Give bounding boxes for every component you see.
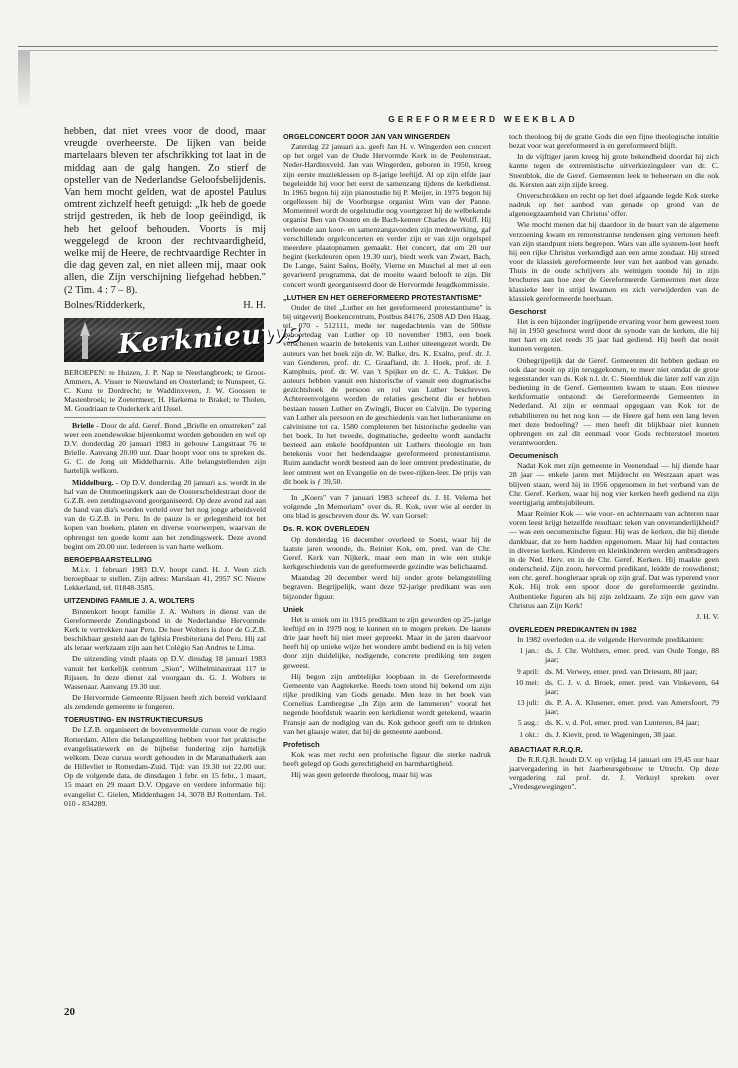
uitzending-paragraph-1: Binnenkort hoopt familie J. A. Wolters in dienst van de Gereformeerde Zendingsbond in de Nederlandse Hervormde Kerk te vertrekken naar Peru. De heer Wolters is door de G.Z.B. beschikbaar gesteld aan de Iglésia Presbiteriana del Peru. Hij zal als leraar werkzaam zijn aan het Colégio San Andres te Lima. [64,606,266,653]
list-item [509,667,719,678]
beroepbaarstelling-heading: BEROEPBAARSTELLING [64,554,152,564]
luther-paragraph: Onder de titel „Luther en het gereformeerd protestantisme" is bij uitgeverij Boekencentrum, Postbus 84176, 2508 AD Den Haag, tel. 070 - 512111, mede ter nagedachtenis van de 500ste geboortedag van Luther op 10 november 1983, een boek verschenen waarin de betekenis van Luther uiteengezet wordt. De auteurs van het boek zijn dr. W. Balke, drs. K. Exalto, prof. dr. J. van Genderen, prof. dr. C. Graafland, dr. J. Hoek, prof. dr. J. Kamphuis, prof. dr. W. van 't Spijker en dr. C. A. Tukker. De auteurs hebben vanuit een historische of vanuit een dogmatische gezichtshoek de persoon en rol van Luther beschreven. Achtereenvolgens worden de relaties geschetst die er hebben bestaan tussen Luther en Zwingli, Bucer en Calvijn. De typering van Luther als persoon en de geschiedenis van het lutheranisme en calvinisme tot ca. 1580 completeren het historische gedeelte van het boek. In het tweede, dogmatische, gedeelte wordt aandacht besteed aan enkele hoofdpunten uit Luthers theologie en hun betekenis voor het hedendaagse gereformeerd protestantisme. Ruim aandacht wordt besteed aan de leer omtrent predestinatie, de leer omtrent wet en Evangelie en de twee-rijken-leer. De prijs van dit boek is ƒ 39,50. [283,302,491,486]
death-date: 5 aug.: [517,718,539,728]
oecumenisch-paragraph-2: Maar Reinier Kok — wie voor- en achternaam van achteren naar voren leest krijgt hetzelfde resultaat: teken van onveranderlijkheid? — was een oecumenische figuur. Hij was de kerken, die hij diende dankbaar, dat ze hem hadden opgenomen. Maar hij had contacten in diverse kerken. Kinderen en kleinkinderen werden ambtsdragers in de Ned. Herv. en in de Chr. Geref. Kerken. Hij maakte geen onderscheid. Zijn zoon, hervormd predikant, leidde de rouwdienst; een chr. geref. hoogleraar sprak op zijn graf. Dat was typerend voor Kok. Hij trok een spoor door de gereformeerde gezindte. Authentieke figuren als hij zijn zeldzaam. Ze zijn een gave van Christus aan Zijn Kerk! [509,509,719,610]
overleden-intro: In 1982 overleden o.a. de volgende Hervormde predikanten: [517,635,705,645]
abactiaat-heading: ABACTIAAT R.R.Q.R. [509,744,583,754]
uniek-paragraph-2: Hij begon zijn ambtelijke loopbaan in de Gereformeerde Gemeente van Aagtekerke. Reeds toen stond hij bekend om zijn rijke prediking van Gods genade. Men leze in het boek van Cornelius Lambregtse „In Zijn arm de lammeren" vooral het negende hoofdstuk waarin een kerkdienst wordt getekend, waarin Fransje aan de nodiging van ds. Kok gehoor geeft om te drinken van het glaasje water, dat hij de gemeente aanbood. [283,671,491,736]
overleden-list [509,646,719,740]
divider [283,489,491,490]
oecumenisch-heading: Oecumenisch [509,451,559,461]
column-3 [509,132,719,793]
list-item [509,730,719,741]
signature-initials: H. H. [243,299,266,311]
death-entry: ds. C. J. v. d. Broek, emer. pred. van Vinkeveen, 64 jaar; [545,677,719,696]
uniek-paragraph-1: Het is uniek om in 1915 predikant te zijn geworden op 25-jarige leeftijd en in 1979 nog te kunnen en te mogen preken. De laatste drie jaar heeft hij niet meer gepreekt. Maar in de jaren daarvoor heeft hij op unieke wijze het wondere ambt bediend en is hij velen door zijn duidelijke, nodigende, concrete prediking ten zegen geweest. [283,614,491,670]
death-date: 1 jan.: [519,646,539,656]
middelburg-text: - Op D.V. donderdag 20 januari a.s. wordt in de hal van de Ontmoetingskerk aan de Oosterscheldestraat door de G.Z.B. een zendingsavond georganiseerd. Op deze avond zal aan de hand van dia's worden verteld over het nog jonge arbeidsveld van de G.Z.B. in Peru. In de pauze is er gelegenheid tot het kopen van boeken, platen en diverse voorwerpen, waarvan de opbrengst ten goede komt aan het zendingswerk. Deze avond begint om 20.00 uur. Iedereen is van harte welkom. [64,477,266,551]
divider [64,417,266,418]
list-item [509,678,719,698]
middelburg-paragraph [64,478,266,551]
koers-paragraph: In „Koers" van 7 januari 1983 schreef ds. J. H. Velema het volgende „In Memoriam" over ds. R. Kok, over wie al eerder in ons blad is geschreven door ds. W. van Gorsel: [283,492,491,521]
death-entry: ds. J. Kievit, pred. te Wageningen, 38 jaar. [545,729,677,739]
oecumenisch-signature: J. H. V. [696,611,719,621]
beroepen-paragraph: BEROEPEN: te Huizen, J. P. Nap te Neerlangbroek; te Groot-Ammers, A. Visser te Nieuwland en Oosterland; te Nunspeet, G. C. Kunz te Dordrecht; te Waddinxveen, J. W. Goossen te Mastenbroek; te Zoetermeer, H. Harkema te Brakel; te Tholen, M. Goudriaan te Ouderkerk a/d IJssel. [64,367,266,414]
death-entry: ds. K. v. d. Pol, emer. pred. van Lunteren, 84 jaar; [545,718,700,728]
brielle-paragraph [64,421,266,476]
death-date: 10 mei: [515,677,539,687]
beroepbaarstelling-text: M.i.v. 1 februari 1983 D.V. hoopt cand. H. J. Veen zich beroepbaar te stellen. Zijn adres: Marslaan 41, 2957 SC Nieuw Lekkerland, tel. 01848-3585. [64,564,266,593]
profetisch-heading: Profetisch [283,739,320,749]
orgelconcert-heading: ORGELCONCERT DOOR JAN VAN WINGERDEN [283,132,450,141]
brielle-label: Brielle [72,420,94,430]
oecumenisch-paragraph-1: Nadat Kok met zijn gemeente in Veenendaal — hij diende haar 28 jaar — enkele jaren met Mijdrecht en Westzaan apart was blijven staan, werd hij in 1956 opgenomen in het verband van de Chr. Geref. Kerken, waar hij nog vier kerken heeft gediend na zijn veertigjarig ambtsjubileum. [509,461,719,507]
luther-heading: „LUTHER EN HET GEREFORMEERD PROTESTANTISME" [283,292,482,302]
signature-place: Bolnes/Ridderkerk, [64,299,146,311]
abactiaat-paragraph: De R.R.Q.R. houdt D.V. op vrijdag 14 januari om 19.45 uur haar jaarvergadering in het Jaarbeursgebouw te Utrecht. Op deze vergadering zal prof. dr. J. Verkuyl spreken over „Vredesgewegingen". [509,754,719,792]
church-tower-body [82,335,88,359]
death-date: 9 april: [516,666,539,676]
profetisch-paragraph-2: Hij was geen geleerde theoloog, maar hij was [291,770,433,780]
kerknieuws-banner [64,316,302,362]
column-2 [283,132,491,781]
signature-line [64,300,266,312]
profetisch-paragraph-1: Kok was met recht een profetische figuur die sterke nadruk heeft gelegd op Gods gerechtigheid en barmhartigheid. [283,750,491,769]
death-entry: ds. J. Chr. Wolthers, emer. pred. van Oude Tonge, 88 jaar; [545,646,719,665]
list-item [509,718,719,729]
death-entry: ds. P. A. A. Klusener, emer. pred. van Amersfoort, 79 jaar; [545,698,719,717]
geschorst-paragraph-1: Het is een bijzonder ingrijpende ervaring voor hem geweest toen hij in 1950 geschorst werd door de synode van de kerken, die hij met hart en ziel reeds 35 jaar had gediend. Hij heeft dat nooit kunnen vergeten. [509,316,719,354]
death-entry: ds. M. Verwey, emer. pred. van Driesum, 80 jaar; [545,666,698,676]
top-rule [18,46,718,51]
running-head: GEREFORMEERD WEEKBLAD [388,114,578,124]
list-item [509,646,719,666]
kok-paragraph-1: Op donderdag 16 december overleed te Soest, waar hij de laatste jaren woonde, ds. Reinier Kok, em. pred. van de Chr. Geref. Kerk van Nijkerk, maar een man in wie een stukje kerkgeschiedenis van de gereformeerde gezindte was belichaamd. [283,534,491,572]
oecumenisch-signature-line [509,612,719,621]
column-3-paragraph-2: In de vijftiger jaren kreeg hij grote bekendheid doordat hij zich kantte tegen de extremistische uitverkiezingsleer van dr. C. Steenblok, die de Geref. Gemeenten leek te beheersen en die ook ds. Kersten aan zijn zijde kreeg. [509,152,719,189]
list-item [509,698,719,718]
orgelconcert-paragraph: Zaterdag 22 januari a.s. geeft Jan H. v. Wingerden een concert op het orgel van de Oude Hervormde Kerk in de Peulenstraat, Neder-Hardinxveld. Jan van Wingerden, geboren in 1950, kreeg zijn eerste muzieklessen op 8-jarige leeftijd. Al op zijn elfde jaar begeleidde hij voor het eerst de samenzang tijdens de kerkdienst. In 1965 begon hij zijn pianostudie bij P. Meijer, in 1975 begon hij orgellessen bij de Voorburgse organist Wim van der Panne. Momenteel wordt de orgelstudie nog voortgezet bij de welbekende organist Ben van Oosten en de Bach-kenner Charles de Wolff. Hij verleende aan koor- en samenzangavonden zijn medewerking, gaf verschillende orgelconcerten en verder zijn er van zijn orgelspel meerdere plaatopnamen gemaakt. Het concert, dat om 20 uur begint (kerkdeuren open 19.30 uur), biedt werk van Zwart, Bach, De Lange, Saint Saëns, Boëly, Vierne en Muschel al met al een gevarieerd programma, dat de moeite waard belooft te zijn. Dit concert wordt georganiseerd door de Hervormde Jeugdkommissie. [283,142,491,289]
column-3-paragraph-3: Onverschrokken en recht op het doel afgaande legde Kok sterke nadruk op het aanbod van genade op grond van de algenoegzaamheid van Christus' offer. [509,190,719,219]
death-date: 13 juli: [516,698,539,708]
death-date: 1 okt.: [519,729,539,739]
uitzending-paragraph-3: De Hervormde Gemeente Rijssen heeft zich bereid verklaard als zendende gemeente te fungeren. [64,693,266,712]
lead-paragraph: hebben, dat niet vrees voor de dood, maar vreugde overheerste. De lijken van beide martelaars bleven ter afschrikking tot laat in de middag aan de galg hangen. Zo stierf de opsteller van de Nederlandse Geloofsbelijdenis. Van hem mocht gelden, wat de apostel Paulus omtrent zichzelf heeft getuigd: „Ik heb de goede strijd gestreden, ik heb de loop geëindigd, ik heb het geloof behouden. Voorts is mij weggelegd de kroon der rechtvaardigheid, welke mij de Heere, de rechtvaardige Rechter in die dag geven zal, en niet alleen mij, maar ook allen, die Zijn verschijning liefgehad hebben." (2 Tim. 4 : 7 – 8). [64,126,266,296]
toerusting-heading: TOERUSTING- EN INSTRUKTIECURSUS [64,715,203,725]
column-3-paragraph-1: toch theoloog bij de gratie Gods die een fijne theologische intuïtie bezat voor wat gereformeerd is en gereformeerd blijft. [509,132,719,151]
uitzending-heading: UITZENDING FAMILIE J. A. WOLTERS [64,596,195,606]
kok-heading: Ds. R. KOK OVERLEDEN [283,524,370,534]
middelburg-label: Middelburg. [72,477,114,487]
brielle-text: - Door de afd. Geref. Bond „Brielle en omstreken" zal weer een zoendewekse bijeenkomst worden gehouden en wel op D.V. donderdag 20 januari 1983 in gebouw Langstraat 76 te Brielle. Aanvang 20.00 uur. Daar hoopt voor ons te spreken ds. G. C. de Jong uit Middelharnis. Alle belangstellenden zijn hartelijk welkom. [64,420,266,476]
geschorst-heading: Geschorst [509,306,547,316]
uitzending-paragraph-2: De uitzending vindt plaats op D.V. dinsdag 18 januari 1983 vanuit het kerkelijk centrum „Sion", Wilhelminastraat 117 te Rijssen. In deze dienst zal voorgaan ds. G. J. Wolters te Wassenaar. Aanvang 19.30 uur. [64,654,266,691]
church-tower-icon [80,322,90,336]
page-number: 20 [64,1006,75,1018]
overleden-heading: OVERLEDEN PREDIKANTEN IN 1982 [509,624,637,634]
geschorst-paragraph-2: Onbegrijpelijk dat de Geref. Gemeenten dit hebben gedaan en ook daar nooit op zijn teruggekomen, te meer niet omdat de grote tegenstander van ds. Kok n.l. dr. C. Steenblok die later zelf van zijn bediening in de Geref. Gemeenten kwam te staan. Een nieuwe kerkformatie ontstond: de Gereformeerde Gemeenten in Nederland. Al zijn er eenmaal opgegaan van Kok tot de rehabiliteren nu het nog kon — de Heere gaf hem een lang leven met deze bedoeling? — men heeft dit blijkbaar niet kunnen opbrengen en zal dit eenmaal voor Gods rechterstoel moeten verantwoorden. [509,355,719,447]
column-3-paragraph-4: Wie mocht menen dat hij daardoor in de buurt van de algemene verzoening kwam en remonstrantse tendensen ging vertonen heeft van zijn standpunt niets begrepen. Wars van alle systeem-leer heeft hij een rijke Christus verkondigd aan een arme zondaar. Hij streed voor de klassiek gereformeerde leer van het aanbod van genade. Thuis in de oude schrijvers als weinigen toonde hij in zijn brochures aan hoe zeer de Gereformeerde Gemeenten met deze klassieke leer in strijd kwamen en zich verwijderden van de klassiek gereformeerde heerbaan. [509,220,719,303]
banner-title: Kerknieuws [117,316,302,361]
page-corner-shadow [18,50,30,110]
toerusting-paragraph: De I.Z.B. organiseert de bovenvermelde cursus voor de regio Rotterdam. Allen die belangstelling hebben voor het praktische evangelisatiewerk en de bijbelse fundering zijn hartelijk welkom. Deze cursus wordt gehouden in de Maranathakerk aan de Hillevliet te Rotterdam-Zuid. Tijd: van 19.30 tot 22.00 uur. Op de volgende data, de dinsdagen 1 febr. en 15 febr., 1 maart, 15 maart en 29 maart D.V. Opgave en verdere informatie bij: evangelist C. Gielen, Middenhagen 14, 3078 BJ Rotterdam. Tel. 010 - 834289. [64,725,266,808]
kok-paragraph-2: Maandag 20 december werd hij onder grote belangstelling begraven. Begrijpelijk, want deze 92-jarige predikant was een bijzonder figuur. [283,573,491,601]
uniek-heading: Uniek [283,604,304,614]
